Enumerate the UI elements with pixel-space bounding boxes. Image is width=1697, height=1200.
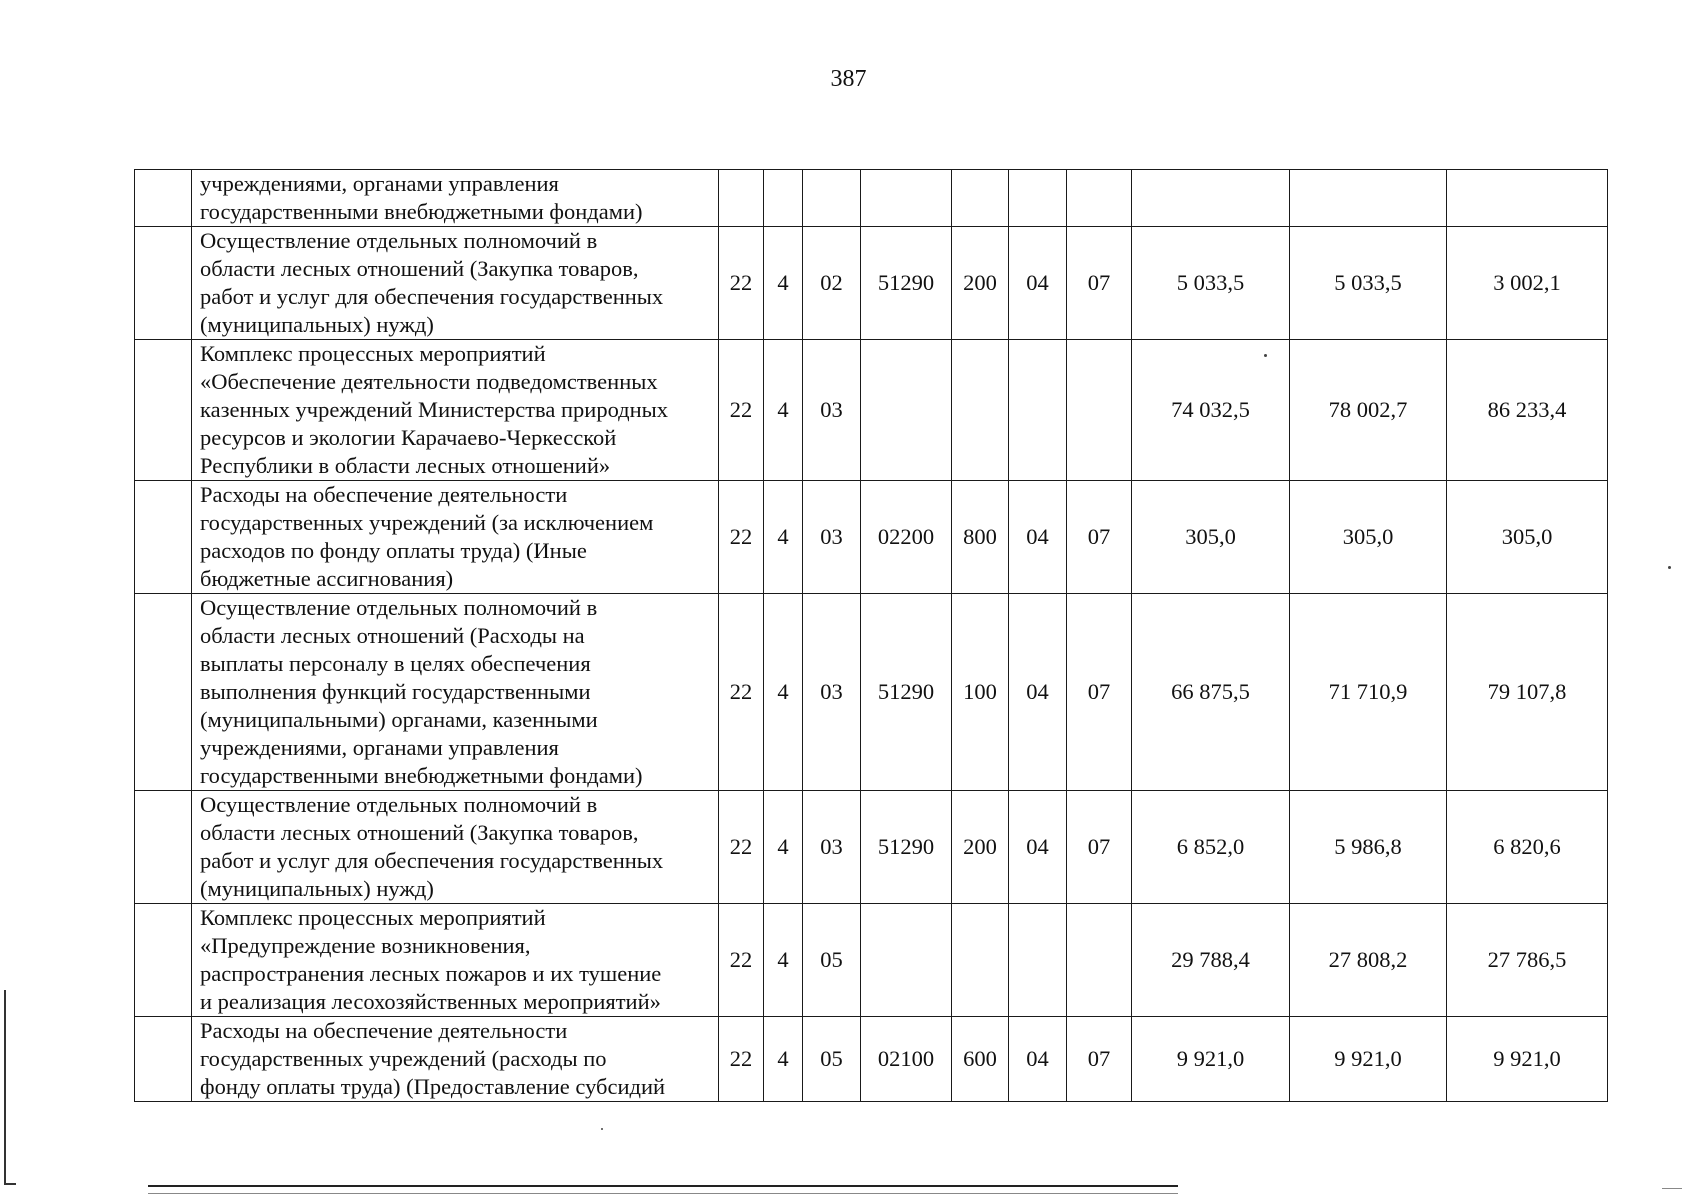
table-row: [135, 340, 1608, 481]
code-c1: 22: [719, 481, 764, 594]
code-c7: 07: [1067, 1017, 1132, 1102]
row-number-cell: [135, 340, 192, 481]
amount-v1: 74 032,5: [1132, 340, 1290, 481]
code-c4: [861, 904, 952, 1017]
code-c3: [803, 170, 861, 227]
code-c1: 22: [719, 1017, 764, 1102]
code-c1: 22: [719, 227, 764, 340]
code-c5: [952, 340, 1009, 481]
amount-v1: [1132, 170, 1290, 227]
description-line: выплаты персоналу в целях обеспечения: [200, 651, 591, 676]
amount-v2: 305,0: [1290, 481, 1447, 594]
table-row: [135, 481, 1608, 594]
amount-v1: 9 921,0: [1132, 1017, 1290, 1102]
amount-v3: 305,0: [1447, 481, 1608, 594]
code-c3: 05: [803, 904, 861, 1017]
code-c4: 51290: [861, 594, 952, 791]
row-number-cell: [135, 1017, 192, 1102]
code-c4: [861, 170, 952, 227]
code-c1: [719, 170, 764, 227]
code-c2: 4: [764, 791, 803, 904]
code-c4: 51290: [861, 227, 952, 340]
description-line: бюджетные ассигнования): [200, 566, 454, 591]
code-c6: [1009, 904, 1067, 1017]
description-line: государственными внебюджетными фондами): [200, 763, 643, 788]
description-line: Осуществление отдельных полномочий в: [200, 792, 598, 817]
amount-v3: 86 233,4: [1447, 340, 1608, 481]
table-row: [135, 1017, 1608, 1102]
description-line: ресурсов и экологии Карачаево-Черкесской: [200, 425, 617, 450]
row-number-cell: [135, 594, 192, 791]
row-description: [192, 1017, 719, 1102]
amount-v2: 71 710,9: [1290, 594, 1447, 791]
code-c1: 22: [719, 791, 764, 904]
description-line: государственными внебюджетными фондами): [200, 199, 643, 224]
amount-v2: 9 921,0: [1290, 1017, 1447, 1102]
row-number-cell: [135, 904, 192, 1017]
code-c3: 03: [803, 594, 861, 791]
page-number: 387: [830, 66, 867, 92]
code-c4: 02200: [861, 481, 952, 594]
table-row: [135, 227, 1608, 340]
amount-v1: 29 788,4: [1132, 904, 1290, 1017]
amount-v1: 305,0: [1132, 481, 1290, 594]
row-description: [192, 594, 719, 791]
code-c7: [1067, 340, 1132, 481]
description-line: (муниципальных) нужд): [200, 312, 434, 337]
code-c7: 07: [1067, 481, 1132, 594]
row-description: [192, 791, 719, 904]
code-c7: 07: [1067, 791, 1132, 904]
code-c3: 02: [803, 227, 861, 340]
amount-v3: 6 820,6: [1447, 791, 1608, 904]
amount-v2: 5 033,5: [1290, 227, 1447, 340]
code-c2: 4: [764, 594, 803, 791]
amount-v3: 27 786,5: [1447, 904, 1608, 1017]
code-c5: 200: [952, 227, 1009, 340]
code-c6: 04: [1009, 791, 1067, 904]
description-line: Комплекс процессных мероприятий: [200, 905, 546, 930]
amount-v3: [1447, 170, 1608, 227]
code-c6: 04: [1009, 481, 1067, 594]
row-description: [192, 170, 719, 227]
budget-table: [134, 169, 1608, 1102]
description-line: Расходы на обеспечение деятельности: [200, 1018, 568, 1043]
code-c6: 04: [1009, 227, 1067, 340]
description-line: области лесных отношений (Закупка товаров,: [200, 820, 639, 845]
row-number-cell: [135, 170, 192, 227]
code-c6: [1009, 340, 1067, 481]
code-c6: 04: [1009, 1017, 1067, 1102]
code-c2: 4: [764, 340, 803, 481]
description-line: работ и услуг для обеспечения государственных: [200, 848, 664, 873]
description-line: распространения лесных пожаров и их тушение: [200, 961, 662, 986]
table-row: [135, 170, 1608, 227]
description-line: Комплекс процессных мероприятий: [200, 341, 546, 366]
code-c4: 51290: [861, 791, 952, 904]
description-line: Осуществление отдельных полномочий в: [200, 228, 598, 253]
code-c5: [952, 170, 1009, 227]
description-line: учреждениями, органами управления: [200, 735, 559, 760]
code-c4: [861, 340, 952, 481]
description-line: расходов по фонду оплаты труда) (Иные: [200, 538, 587, 563]
code-c7: [1067, 904, 1132, 1017]
amount-v1: 6 852,0: [1132, 791, 1290, 904]
code-c2: 4: [764, 904, 803, 1017]
table-row: [135, 904, 1608, 1017]
code-c7: 07: [1067, 594, 1132, 791]
description-line: области лесных отношений (Закупка товаров,: [200, 256, 639, 281]
description-line: Расходы на обеспечение деятельности: [200, 482, 568, 507]
row-number-cell: [135, 791, 192, 904]
description-line: «Обеспечение деятельности подведомственных: [200, 369, 658, 394]
code-c2: 4: [764, 481, 803, 594]
scan-edge-line: [1662, 1188, 1682, 1189]
amount-v3: 9 921,0: [1447, 1017, 1608, 1102]
table-row: [135, 791, 1608, 904]
table-row: [135, 594, 1608, 791]
description-line: государственных учреждений (расходы по: [200, 1046, 607, 1071]
description-line: (муниципальными) органами, казенными: [200, 707, 598, 732]
code-c5: 600: [952, 1017, 1009, 1102]
scan-edge-line: [4, 1183, 16, 1185]
row-number-cell: [135, 481, 192, 594]
scan-edge-line: [148, 1193, 1178, 1194]
description-line: «Предупреждение возникновения,: [200, 933, 531, 958]
description-line: (муниципальных) нужд): [200, 876, 434, 901]
code-c7: [1067, 170, 1132, 227]
scan-speck: [1264, 354, 1267, 357]
code-c2: 4: [764, 227, 803, 340]
amount-v2: 5 986,8: [1290, 791, 1447, 904]
description-line: выполнения функций государственными: [200, 679, 591, 704]
code-c4: 02100: [861, 1017, 952, 1102]
amount-v3: 79 107,8: [1447, 594, 1608, 791]
row-description: [192, 340, 719, 481]
scan-edge-line: [4, 990, 6, 1185]
amount-v2: 27 808,2: [1290, 904, 1447, 1017]
code-c3: 03: [803, 481, 861, 594]
description-line: учреждениями, органами управления: [200, 171, 559, 196]
code-c2: 4: [764, 1017, 803, 1102]
code-c6: 04: [1009, 594, 1067, 791]
code-c2: [764, 170, 803, 227]
code-c5: 100: [952, 594, 1009, 791]
row-description: [192, 481, 719, 594]
code-c3: 03: [803, 340, 861, 481]
amount-v1: 5 033,5: [1132, 227, 1290, 340]
code-c3: 03: [803, 791, 861, 904]
amount-v1: 66 875,5: [1132, 594, 1290, 791]
description-line: работ и услуг для обеспечения государственных: [200, 284, 664, 309]
code-c5: 800: [952, 481, 1009, 594]
row-description: [192, 904, 719, 1017]
code-c1: 22: [719, 340, 764, 481]
description-line: государственных учреждений (за исключением: [200, 510, 654, 535]
description-line: Осуществление отдельных полномочий в: [200, 595, 598, 620]
code-c1: 22: [719, 594, 764, 791]
scan-speck: [601, 1128, 603, 1130]
code-c6: [1009, 170, 1067, 227]
code-c3: 05: [803, 1017, 861, 1102]
code-c1: 22: [719, 904, 764, 1017]
row-description: [192, 227, 719, 340]
description-line: казенных учреждений Министерства природных: [200, 397, 669, 422]
scan-edge-line: [148, 1185, 1178, 1187]
amount-v2: [1290, 170, 1447, 227]
code-c5: [952, 904, 1009, 1017]
description-line: области лесных отношений (Расходы на: [200, 623, 585, 648]
code-c5: 200: [952, 791, 1009, 904]
description-line: фонду оплаты труда) (Предоставление субсидий: [200, 1074, 666, 1099]
row-number-cell: [135, 227, 192, 340]
description-line: Республики в области лесных отношений»: [200, 453, 611, 478]
description-line: и реализация лесохозяйственных мероприятий»: [200, 989, 661, 1014]
code-c7: 07: [1067, 227, 1132, 340]
amount-v2: 78 002,7: [1290, 340, 1447, 481]
scan-speck: [1668, 566, 1671, 569]
amount-v3: 3 002,1: [1447, 227, 1608, 340]
